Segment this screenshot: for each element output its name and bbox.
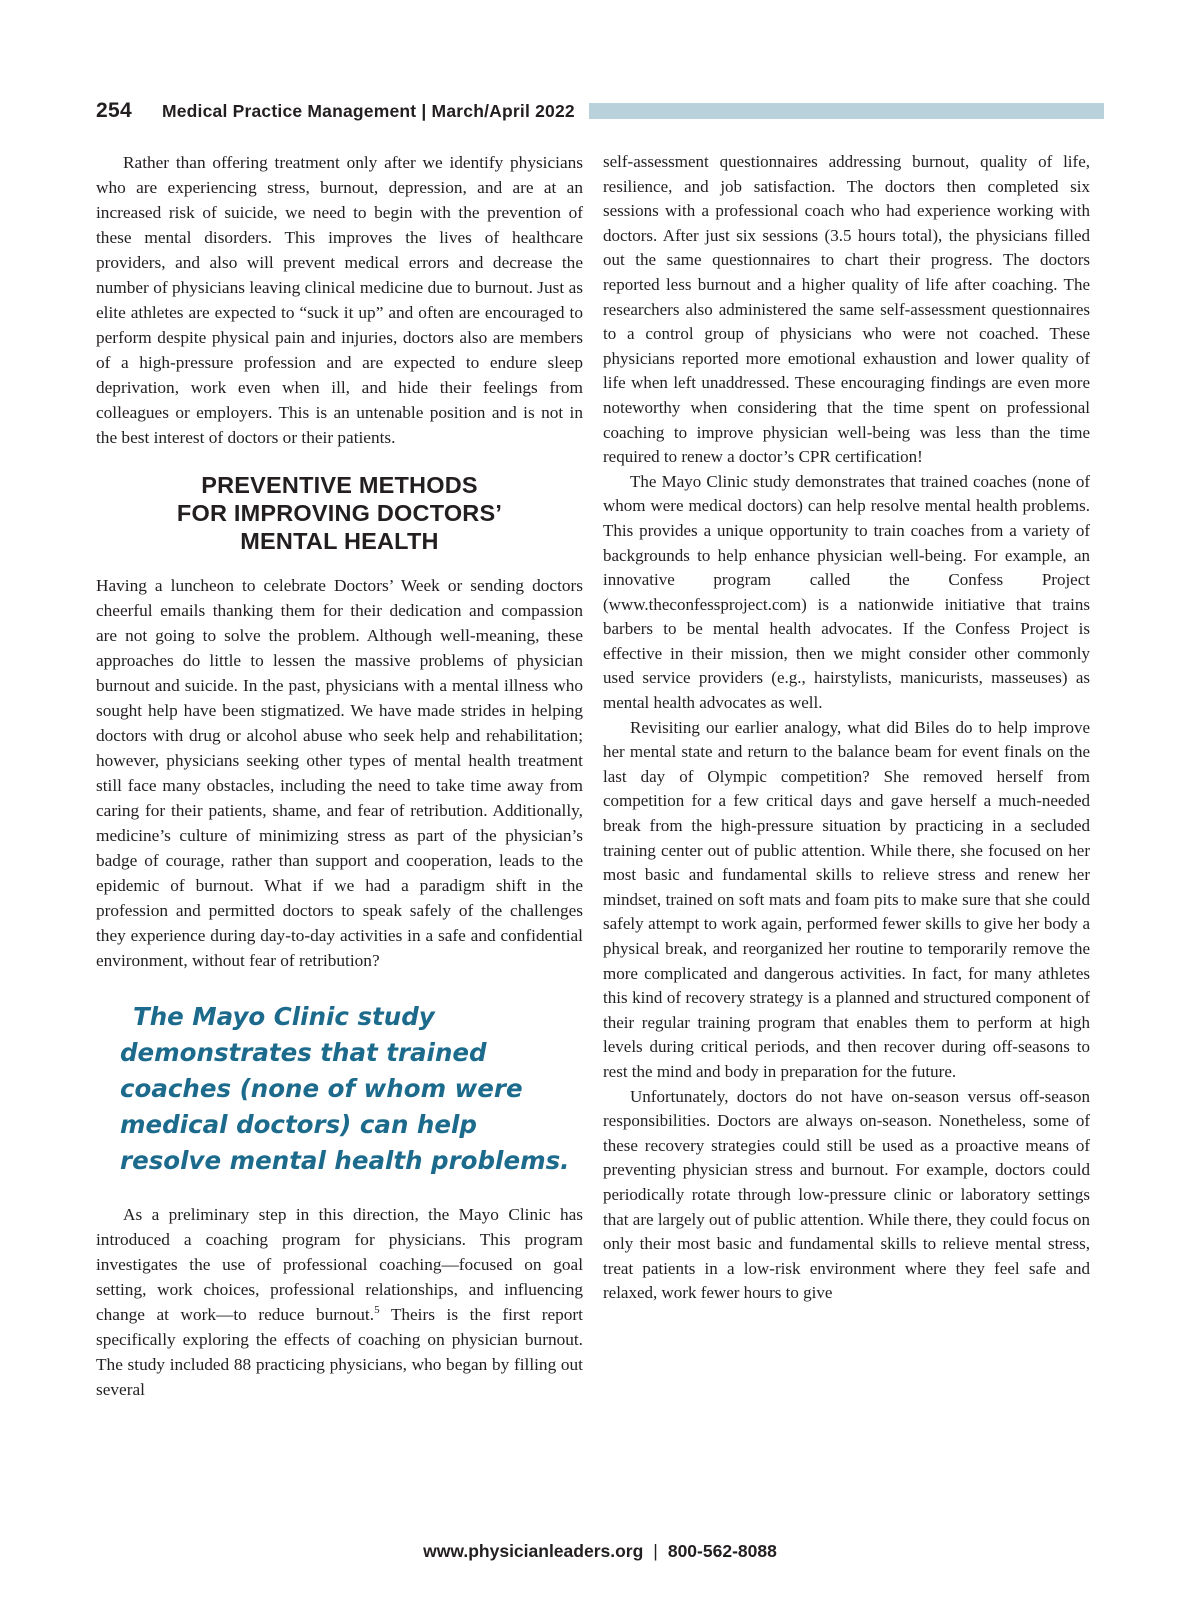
journal-title: Medical Practice Management | March/April 2022 (161, 100, 575, 121)
right-column (603, 150, 1090, 1402)
pull-quote: The Mayo Clinic study demonstrates that trained coaches (none of whom were medical doctors) can help resolve mental health problems. (120, 1002, 570, 1175)
article-paragraph: Unfortunately, doctors do not have on-season versus off-season responsibilities. Doctors are always on-season. Nonetheless, some of these recovery strategies could still be used as a proactive means of preventing physician stress and burnout. For example, doctors could periodically rotate through low-pressure clinic or laboratory settings that are largely out of public attention. While there, they could focus on only their most basic and fundamental skills to relieve mental stress, treat patients in a low-risk environment where they feel safe and relaxed, work fewer hours to give (603, 1086, 1090, 1303)
page-number: 254 (96, 99, 132, 122)
article-paragraph: The Mayo Clinic study demonstrates that trained coaches (none of whom were medical doctors) can help resolve mental health problems. This provides a unique opportunity to train coaches from a variety of backgrounds to help enhance physician well-being. For example, an innovative program called the Confess Project (www.theconfessproject.com) is a nationwide initiative that trains barbers to be mental health advocates. If the Confess Project is effective in their mission, then we might consider other commonly used service providers (e.g., hairstylists, manicurists, masseuses) as mental health advocates as well. (603, 471, 1090, 713)
article-paragraph: Rather than offering treatment only after we identify physicians who are experiencing stress, burnout, depression, and are at an increased risk of suicide, we need to begin with the prevention of these mental disorders. This improves the lives of healthcare providers, and also will prevent medical errors and decrease the number of physicians leaving clinical medicine due to burnout. Just as elite athletes are expected to “suck it up” and often are encouraged to perform despite physical pain and injuries, doctors also are members of a high-pressure profession and are expected to endure sleep deprivation, work even when ill, and hide their feelings from colleagues or employers. This is an untenable position and is not in the best interest of doctors or their patients. (96, 153, 583, 447)
section-heading-line: FOR IMPROVING DOCTORS’ (176, 500, 503, 526)
left-column (96, 150, 583, 1402)
page-header (96, 99, 1104, 123)
footer-website: www.physicianleaders.org (423, 1541, 644, 1561)
page-footer (0, 1541, 1200, 1562)
section-heading (96, 471, 583, 555)
article-paragraph: Revisiting our earlier analogy, what did Biles do to help improve her mental state and return to the balance beam for event finals on the last day of Olympic competition? She removed herself from competition for a few critical days and gave herself a much-needed break from the high-pressure situation by practicing in a secluded training center out of public attention. While there, she focused on her most basic and fundamental skills to relieve stress and renew her mindset, trained on soft mats and foam pits to make sure that she could safely attempt to work again, performed fewer skills to give her body a physical break, and reorganized her routine to temporarily remove the more complicated and dangerous activities. In fact, for many athletes this kind of recovery strategy is a planned and structured component of their regular training program that enables them to perform at high levels during critical periods, and then recover during off-seasons to rest the mind and body in preparation for the future. (603, 717, 1090, 1081)
reference-mark: 5 (374, 1304, 380, 1317)
footer-phone: 800-562-8088 (667, 1541, 777, 1561)
article-paragraph: self-assessment questionnaires addressing burnout, quality of life, resilience, and job satisfaction. The doctors then completed six sessions with a professional coach who had experience working with doctors. After just six sessions (3.5 hours total), the physicians filled out the same questionnaires to chart their progress. The doctors reported less burnout and a higher quality of life after coaching. The researchers also administered the same self-assessment questionnaires to a control group of physicians who were not coached. These physicians reported more emotional exhaustion and lower quality of life when left unaddressed. These encouraging findings are even more noteworthy when considering that the time spent on professional coaching to improve physician well-being was less than the time required to renew a doctor’s CPR certification! (603, 152, 1090, 467)
article-paragraph: Having a luncheon to celebrate Doctors’ Week or sending doctors cheerful emails thanking them for their dedication and compassion are not going to solve the problem. Although well-meaning, these approaches do little to lessen the massive problems of physician burnout and suicide. In the past, physicians with a mental illness who sought help have been stigmatized. We have made strides in helping doctors with drug or alcohol abuse who seek help and rehabilitation; however, physicians seeking other types of mental health treatment still face many obstacles, including the need to take time away from caring for their patients, shame, and fear of retribution. Additionally, medicine’s culture of minimizing stress as part of the physician’s badge of courage, rather than support and cooperation, leads to the epidemic of burnout. What if we had a paradigm shift in the profession and permitted doctors to speak safely of the challenges they experience during day-to-day activities in a safe and confidential environment, without fear of retribution? (96, 576, 583, 970)
section-heading-line: PREVENTIVE METHODS (201, 472, 478, 498)
article-body (96, 150, 1090, 1402)
header-accent-bar (589, 103, 1104, 119)
paragraph-text: Theirs is the first report specifically exploring the effects of coaching on physician burnout. The study included 88 practicing physicians, who began by filling out several (96, 1305, 583, 1399)
footer-separator: | (653, 1541, 658, 1561)
article-paragraph (96, 1202, 583, 1402)
paragraph-text: As a preliminary step in this direction, the Mayo Clinic has introduced a coaching program for physicians. This program investigates the use of professional coaching—focused on goal setting, work choices, professional relationships, and influencing change at work—to reduce burnout. (96, 1205, 583, 1324)
section-heading-line: MENTAL HEALTH (240, 528, 439, 554)
